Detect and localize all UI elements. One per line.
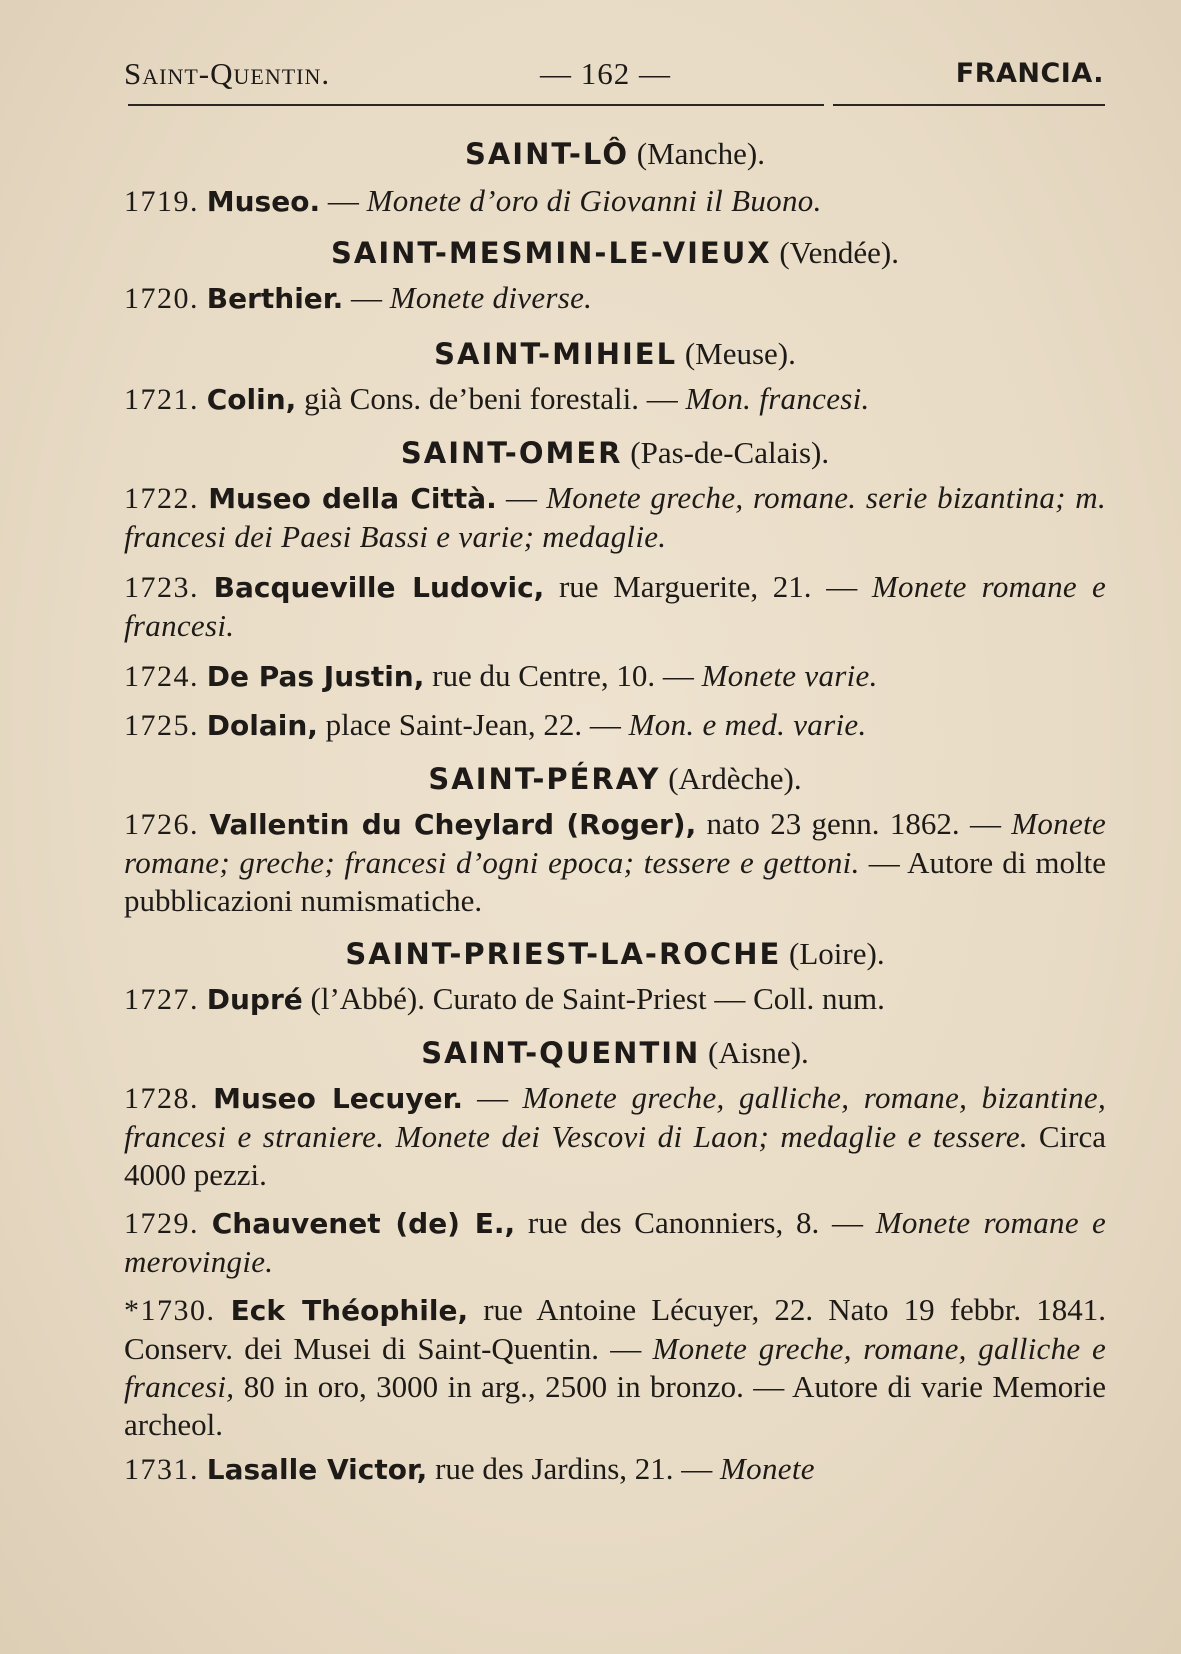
place-name: SAINT-PRIEST-LA-ROCHE <box>345 937 782 971</box>
collector-name: Chauvenet (de) E., <box>211 1207 516 1240</box>
directory-entry <box>124 805 1106 920</box>
header-rule <box>128 104 824 106</box>
collection-items: Monete romane e merovingie. <box>124 1205 1107 1279</box>
collection-items: Mon. francesi. <box>685 381 870 416</box>
collector-info: rue des Canonniers, 8. <box>527 1205 820 1240</box>
collector-name: Dolain, <box>206 709 318 742</box>
dash: — <box>662 658 694 693</box>
place-name: SAINT-LÔ <box>464 137 630 171</box>
header-rule-right <box>833 104 1105 106</box>
collector-info: rue Antoine Lécuyer, 22. Nato 19 febbr. 1841. Conserv. dei Musei di Saint-Quentin. <box>124 1292 1106 1366</box>
dash: — <box>351 280 382 315</box>
place-heading <box>124 231 1106 275</box>
directory-entry <box>124 479 1106 556</box>
directory-entry <box>124 1204 1106 1281</box>
place-region: (Vendée). <box>779 235 899 270</box>
collection-items: Monete greche, romane, galliche e francesi, <box>124 1331 1107 1404</box>
collector-info: (l’Abbé). Curato de Saint-Priest <box>310 981 707 1016</box>
collector-info: già Cons. de’beni forestali. <box>304 381 639 416</box>
collector-info: rue Marguerite, 21. <box>558 569 812 604</box>
entry-number: 1719. <box>124 185 199 218</box>
collector-name: Museo. <box>206 185 321 218</box>
collection-items: Monete greche, galliche, romane, bizantine, francesi e straniere. Monete dei Vescovi di Laon; medaglie e tessere. <box>124 1080 1106 1154</box>
page-body <box>124 132 1106 1489</box>
collector-notes: Autore di molte pubblicazioni numismatiche. <box>124 845 1107 918</box>
collector-notes: Circa 4000 pezzi. <box>124 1119 1106 1192</box>
dash: — <box>327 183 359 218</box>
entry-number: 1729. <box>124 1207 199 1240</box>
collector-name: Lasalle Victor, <box>206 1453 428 1486</box>
directory-entry <box>124 1291 1106 1444</box>
running-head <box>124 48 1104 104</box>
directory-entry <box>124 568 1106 645</box>
dash: — <box>868 845 900 880</box>
collector-info: place Saint-Jean, 22. <box>325 707 583 742</box>
collector-name: De Pas Justin, <box>206 660 425 693</box>
dash: — <box>610 1331 642 1366</box>
place-heading <box>124 1031 1106 1075</box>
place-heading <box>124 132 1106 176</box>
place-name: SAINT-QUENTIN <box>421 1036 701 1070</box>
collector-info: rue des Jardins, 21. <box>435 1451 674 1486</box>
dash: — <box>646 381 678 416</box>
dash: — <box>831 1205 863 1240</box>
collection-items: Monete diverse. <box>389 280 593 315</box>
collector-name: Museo della Città. <box>208 482 497 515</box>
dash: — <box>506 480 537 515</box>
running-head-country: FRANCIA. <box>955 58 1104 89</box>
directory-entry <box>124 1450 1106 1489</box>
place-name: SAINT-PÉRAY <box>428 762 661 796</box>
entry-number: *1730. <box>124 1294 216 1327</box>
place-heading <box>124 932 1106 976</box>
collection-items: Monete greche, romane. serie bizantina; m. francesi dei Paesi Bassi e varie; medaglie. <box>124 480 1107 554</box>
directory-entry <box>124 279 1106 318</box>
place-region: (Ardèche). <box>668 761 802 796</box>
collector-notes: 80 in oro, 3000 in arg., 2500 in bronzo. — Autore di varie Memorie archeol. <box>124 1369 1106 1442</box>
collector-name: Dupré <box>206 983 303 1016</box>
dash: — <box>681 1451 713 1486</box>
collector-name: Museo Lecuyer. <box>213 1082 464 1115</box>
collection-items: Monete romane e francesi. <box>124 569 1107 643</box>
collection-items: Monete varie. <box>701 658 878 693</box>
collector-info: rue du Centre, 10. <box>432 658 656 693</box>
collection-items: Monete <box>720 1451 815 1486</box>
dash: — <box>589 707 621 742</box>
entry-number: 1723. <box>124 571 199 604</box>
entry-number: 1726. <box>124 808 199 841</box>
dash: — <box>969 806 1001 841</box>
place-region: (Loire). <box>789 936 885 971</box>
directory-entry <box>124 1079 1106 1194</box>
entry-number: 1721. <box>124 383 199 416</box>
place-heading <box>124 757 1106 801</box>
place-region: (Meuse). <box>684 336 796 371</box>
collector-name: Bacqueville Ludovic, <box>213 571 545 604</box>
entry-number: 1722. <box>124 482 199 515</box>
entry-number: 1725. <box>124 709 199 742</box>
collector-name: Berthier. <box>206 282 344 315</box>
directory-entry <box>124 657 1106 696</box>
place-name: SAINT-OMER <box>400 436 623 470</box>
collection-items: Monete d’oro di Giovanni il Buono. <box>366 183 822 218</box>
place-region: (Aisne). <box>708 1035 809 1070</box>
dash: — <box>826 569 858 604</box>
collection-items: Mon. e med. varie. <box>628 707 867 742</box>
collector-info: nato 23 genn. 1862. <box>706 806 960 841</box>
dash: — <box>477 1080 509 1115</box>
collector-name: Eck Théophile, <box>230 1294 469 1327</box>
entry-number: 1731. <box>124 1453 199 1486</box>
directory-entry <box>124 182 1106 221</box>
entry-number: 1727. <box>124 983 199 1016</box>
dash: — <box>714 981 746 1016</box>
entry-number: 1720. <box>124 282 199 315</box>
collection-items: Monete romane; greche; francesi d’ogni epoca; tessere e gettoni. <box>124 806 1107 880</box>
place-heading <box>124 431 1106 475</box>
collector-name: Vallentin du Cheylard (Roger), <box>209 808 697 841</box>
place-name: SAINT-MIHIEL <box>434 337 678 371</box>
entry-number: 1724. <box>124 660 199 693</box>
collector-name: Colin, <box>206 383 297 416</box>
place-heading <box>124 332 1106 376</box>
place-name: SAINT-MESMIN-LE-VIEUX <box>330 236 772 270</box>
directory-entry <box>124 706 1106 745</box>
entry-number: 1728. <box>124 1082 199 1115</box>
running-head-city: Saint-Quentin. <box>124 56 331 91</box>
place-region: (Manche). <box>636 136 766 171</box>
directory-entry <box>124 980 1106 1019</box>
collector-notes: Coll. num. <box>753 981 885 1016</box>
directory-entry <box>124 380 1106 419</box>
place-region: (Pas-de-Calais). <box>630 435 830 470</box>
page-number: — 162 — <box>540 56 671 91</box>
